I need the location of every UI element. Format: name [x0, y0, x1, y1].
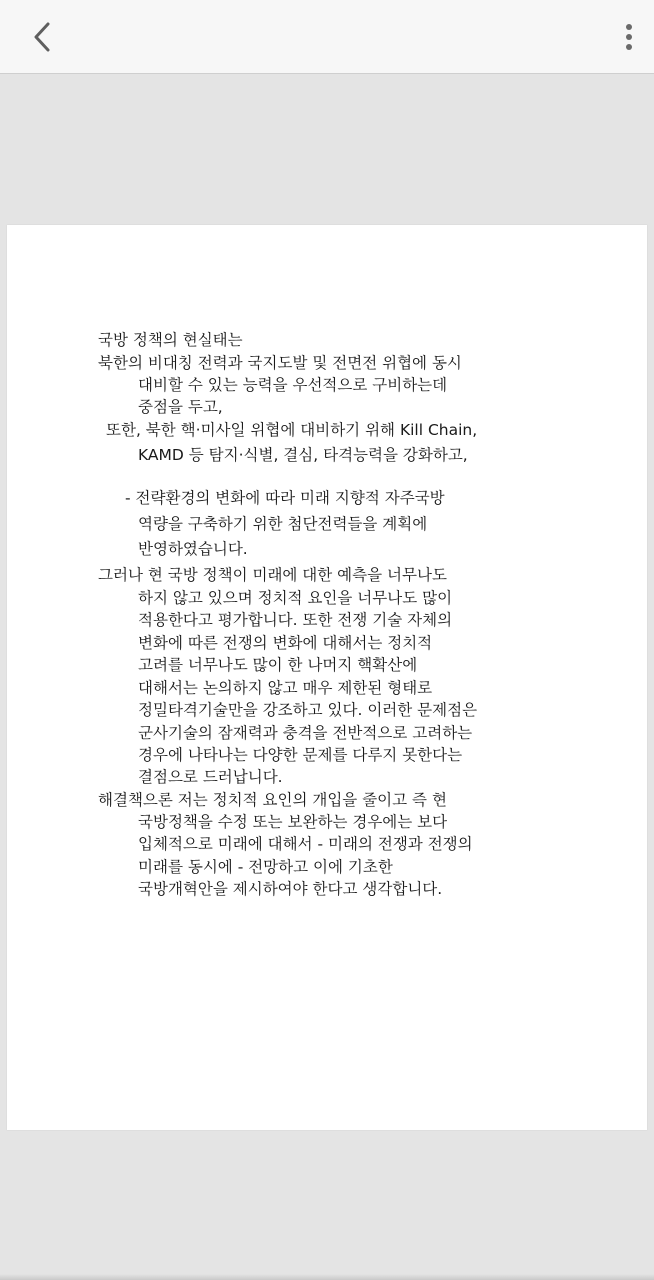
document-page: [7, 225, 647, 1130]
doc-line: 역량을 구축하기 위한 첨단전력들을 계획에: [138, 515, 428, 533]
doc-line: 국방 정책의 현실태는: [98, 331, 243, 349]
doc-line: 북한의 비대칭 전력과 국지도발 및 전면전 위협에 동시: [98, 354, 462, 372]
more-vertical-icon: [624, 22, 634, 52]
doc-line: 군사기술의 잠재력과 충격을 전반적으로 고려하는: [138, 724, 473, 742]
doc-line: 반영하였습니다.: [138, 540, 248, 558]
doc-line: 국방정책을 수정 또는 보완하는 경우에는 보다: [138, 813, 448, 831]
doc-line: KAMD 등 탐지·식별, 결심, 타격능력을 강화하고,: [138, 446, 468, 464]
doc-line: 국방개혁안을 제시하여야 한다고 생각합니다.: [138, 880, 443, 898]
doc-line: 미래를 동시에 - 전망하고 이에 기초한: [138, 858, 393, 876]
back-button[interactable]: [22, 17, 62, 57]
doc-line: 해결책으론 저는 정치적 요인의 개입을 줄이고 즉 현: [98, 791, 447, 809]
doc-line: 결점으로 드러납니다.: [138, 768, 283, 786]
doc-line: 하지 않고 있으며 정치적 요인을 너무나도 많이: [138, 589, 453, 607]
doc-line: 그러나 현 국방 정책이 미래에 대한 예측을 너무나도: [98, 566, 447, 584]
doc-line: 정밀타격기술만을 강조하고 있다. 이러한 문제점은: [138, 701, 478, 719]
bottom-edge: [0, 1274, 654, 1280]
doc-line: - 전략환경의 변화에 따라 미래 지향적 자주국방: [125, 489, 445, 507]
doc-line: 대해서는 논의하지 않고 매우 제한된 형태로: [138, 679, 433, 697]
doc-line: 대비할 수 있는 능력을 우선적으로 구비하는데: [138, 376, 448, 394]
chevron-left-icon: [31, 20, 53, 54]
document-viewer[interactable]: [0, 74, 654, 1280]
more-options-button[interactable]: [616, 17, 642, 57]
app-toolbar: [0, 0, 654, 74]
doc-line: 또한, 북한 핵·미사일 위협에 대비하기 위해 Kill Chain,: [106, 421, 478, 439]
doc-line: 적용한다고 평가합니다. 또한 전쟁 기술 자체의: [138, 611, 453, 629]
doc-line: 중점을 두고,: [138, 398, 223, 416]
doc-line: 경우에 나타나는 다양한 문제를 다루지 못한다는: [138, 746, 463, 764]
doc-line: 변화에 따른 전쟁의 변화에 대해서는 정치적: [138, 634, 433, 652]
doc-line: 고려를 너무나도 많이 한 나머지 핵확산에: [138, 656, 418, 674]
doc-line: 입체적으로 미래에 대해서 - 미래의 전쟁과 전쟁의: [138, 835, 473, 853]
